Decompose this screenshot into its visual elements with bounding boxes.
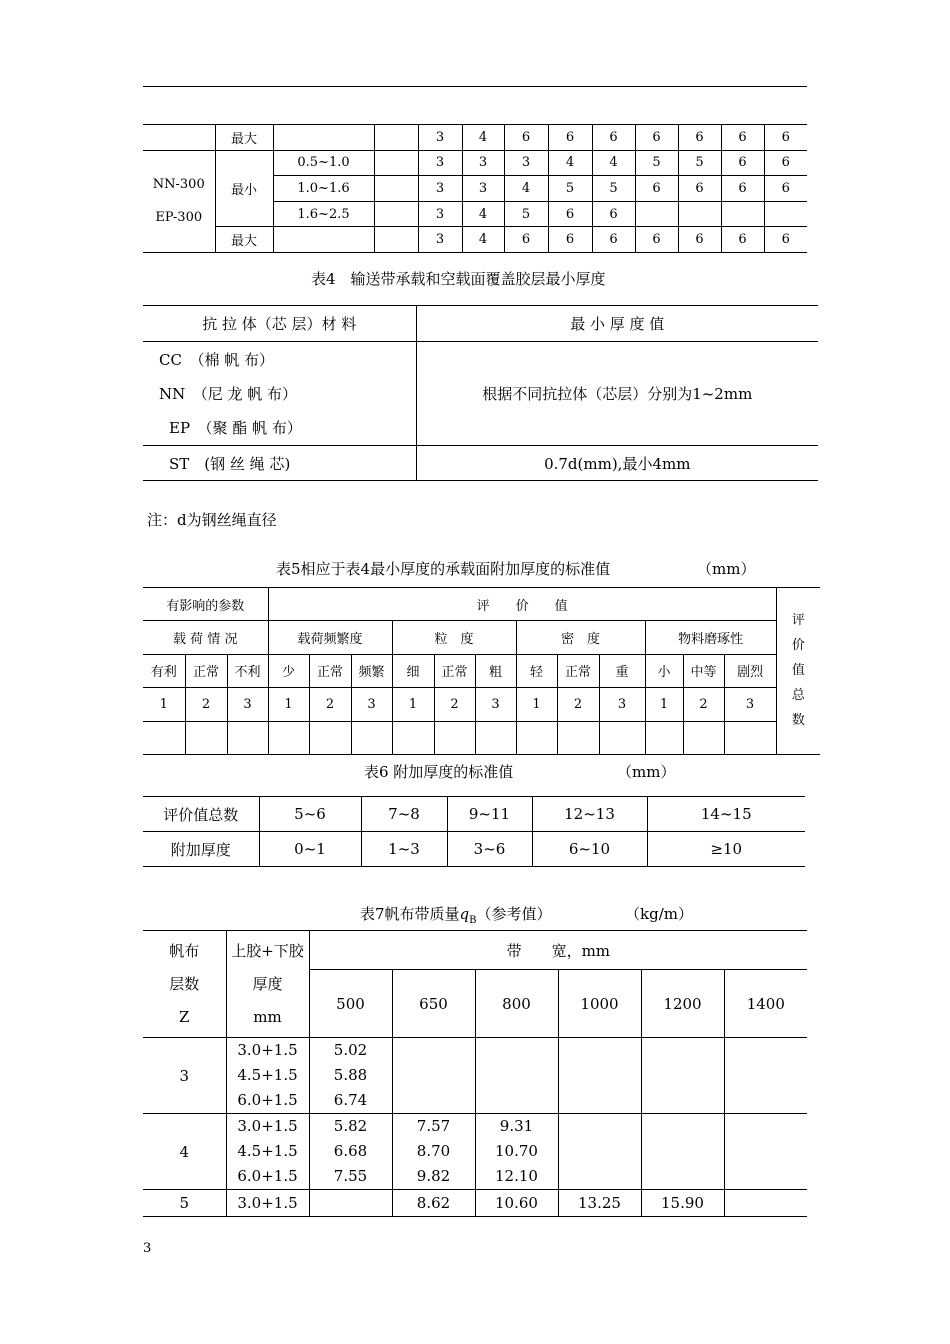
header-material: 抗 拉 体（芯 层）材 料 — [143, 306, 416, 342]
table-row — [143, 446, 818, 481]
table-4-caption: 表4 输送带承载和空载面覆盖胶层最小厚度 — [311, 270, 606, 288]
param-header: 有影响的参数 — [143, 588, 268, 621]
footnote: 注：d为钢丝绳直径 — [147, 511, 277, 529]
table-5-caption: 表5相应于表4最小厚度的承载面附加厚度的标准值 — [276, 560, 611, 578]
table-row: 1.0~1.6 3 3 4 5 5 6 6 6 6 — [143, 176, 807, 202]
table-row: 5 3.0+1.5 8.62 10.60 13.25 15.90 — [143, 1190, 807, 1217]
table-3-continuation — [143, 124, 807, 253]
table-row: 最大 3 4 6 6 6 6 6 6 6 — [143, 125, 807, 151]
table-row — [143, 306, 818, 342]
belt-width-header: 带 宽，mm — [309, 931, 807, 970]
table-row: 1 2 3 1 2 3 1 2 3 1 2 3 1 2 3 — [143, 688, 820, 721]
table-row — [143, 588, 820, 621]
table-row: 附加厚度 0~1 1~3 3~6 6~10 ≥10 — [143, 832, 805, 867]
st-material: ST (钢 丝 绳 芯) — [143, 446, 416, 481]
table-row: 500 650 800 1000 1200 1400 — [143, 970, 807, 1038]
table-row: 评价值总数 5~6 7~8 9~11 12~13 14~15 — [143, 797, 805, 832]
table-row — [143, 721, 820, 754]
belt-type-cell: NN-300 EP-300 — [143, 150, 215, 252]
table-7 — [143, 930, 807, 1217]
max-label: 最大 — [215, 125, 273, 151]
table-7-caption: 表7帆布带质量$q_B$（参考值） — [360, 905, 552, 926]
table-5 — [143, 587, 820, 755]
table-7-unit: （kg/m） — [625, 905, 693, 923]
total-header: 评 价 值 总 数 — [776, 588, 820, 755]
table-6 — [143, 796, 805, 867]
table-6-caption: 表6 附加厚度的标准值 — [364, 763, 514, 781]
table-row — [143, 342, 818, 446]
table-row: 有利 正常 不利 少 正常 频繁 细 正常 粗 轻 正常 重 小 中等 剧烈 — [143, 654, 820, 687]
materials-cell: CC （棉 帆 布） NN （尼 龙 帆 布） EP （聚 酯 帆 布） — [143, 342, 416, 446]
st-value: 0.7d(mm),最小4mm — [416, 446, 818, 481]
table-row: 4 3.0+1.5 4.5+1.5 6.0+1.5 5.82 6.68 7.55 7.57 8.70 9.82 9.31 10.70 12.10 — [143, 1114, 807, 1190]
table-4 — [143, 305, 818, 481]
min-label: 最小 — [215, 150, 273, 227]
table-5-unit: （mm） — [697, 560, 756, 578]
table-row: NN-300 EP-300 最小 0.5~1.0 3 3 3 4 4 5 5 6 6 — [143, 150, 807, 176]
header-rule — [143, 86, 807, 87]
materials-value: 根据不同抗拉体（芯层）分别为1~2mm — [416, 342, 818, 446]
max-label: 最大 — [215, 227, 273, 253]
table-row: 载 荷 情 况 载荷频繁度 粒 度 密 度 物料磨琢性 — [143, 621, 820, 654]
table-row: 3 3.0+1.5 4.5+1.5 6.0+1.5 5.02 5.88 6.74 — [143, 1038, 807, 1114]
table-row: 1.6~2.5 3 4 5 6 6 — [143, 201, 807, 227]
page-number: 3 — [143, 1241, 152, 1256]
cover-thickness-header: 上胶+下胶 厚度 mm — [226, 931, 309, 1038]
ply-count-header: 帆布 层数 Z — [143, 931, 226, 1038]
table-row — [143, 931, 807, 970]
header-value: 最 小 厚 度 值 — [416, 306, 818, 342]
table-6-unit: （mm） — [617, 763, 676, 781]
table-row: 最大 3 4 6 6 6 6 6 6 6 — [143, 227, 807, 253]
eval-header: 评 价 值 — [268, 588, 776, 621]
